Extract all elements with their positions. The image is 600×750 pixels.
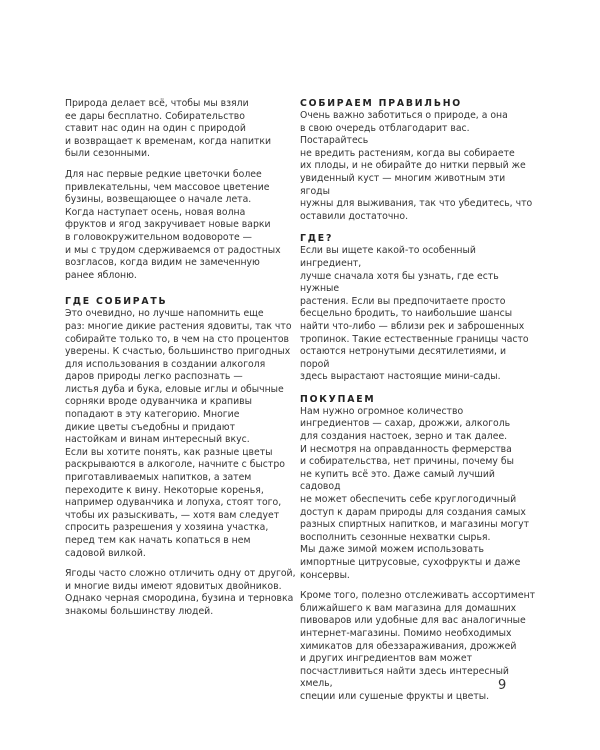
body-paragraph: Нам нужно огромное количество ингредиентов — сахар, дрожжи, алкоголь для создания настоек, зерно и так далее. И несмотря на оправданность фермерства и собирательства, нет причины, почему бы не купить всё это. Даже самый лучший садовод не может обеспечить себе круглогодичный доступ к дарам природы для создания самых разных спиртных напитков, и магазины могут восполнить сезонные нехватки сырья. Мы даже зимой можем использовать импортные цитрусовые, сухофрукты и даже консервы. — [300, 405, 529, 581]
page-number: 9 — [498, 678, 507, 693]
body-paragraph: Очень важно заботиться о природе, а она в свою очередь отблагодарит вас. Постарайтесь не вредить растениям, когда вы собираете их плоды, и не обирайте до нитки первый же увиденный куст — многим животным эти ягоды нужны для выживания, так что убедитесь, что оставили достаточно. — [300, 110, 533, 222]
body-paragraph: Кроме того, полезно отслеживать ассортимент ближайшего к вам магазина для домашних пивоваров или удобные для вас аналогичные интернет-магазины. Помимо необходимых химикатов для обеззараживания, дрожжей и других ингредиентов вам может посчастливиться найти здесь интересный хмель, специи или сушеные фрукты и цветы. — [300, 590, 536, 702]
body-paragraph: Это очевидно, но лучше напомнить еще раз: многие дикие растения ядовиты, так что собирайте только то, в чем на сто процентов уверены. К счастью, большинство пригодных для использования в создании алкоголя даров природы легко распознать — листья дуба и бука, еловые иглы и обычные сорняки вроде одуванчика и крапивы попадают в эту категорию. Многие дикие цветы съедобны и придают настойкам и винам интересный вкус. Если вы хотите понять, как разные цветы раскрываются в алкоголе, начните с быстро приготавливаемых напитков, а затем переходите к вину. Некоторые коренья, например одуванчика и лопуха, стоят того, чтобы их разыскивать, — хотя вам следует спросить разрешения у хозяина участка, перед тем как начать копаться в нем садовой вилкой. — [65, 308, 292, 559]
section-heading: ГДЕ? — [300, 233, 334, 245]
right-column — [300, 98, 536, 714]
body-paragraph: Ягоды часто сложно отличить одну от другой, и многие виды имеют ядовитых двойников. Однако черная смородина, бузина и терновка знакомы большинству людей. — [65, 568, 296, 617]
section-heading: СОБИРАЕМ ПРАВИЛЬНО — [300, 98, 462, 109]
section-heading: ГДЕ СОБИРАТЬ — [65, 296, 168, 308]
section-forage-properly — [300, 98, 536, 223]
intro-paragraph: Для нас первые редкие цветочки более привлекательны, чем массовое цветение бузины, возвещающее о начале лета. Когда наступает осень, новая волна фруктов и ягод закручивает новые варки в головокружительном водовороте — и мы с трудом сдерживаемся от радостных возгласов, когда видим не замеченную ранее яблоню. — [65, 168, 281, 281]
section-where-to-forage — [65, 296, 301, 618]
intro-paragraph: Природа делает всё, чтобы мы взяли ее дары бесплатно. Собирательство ставит нас один на один с природой и возвращает к временам, когда напитки были сезонными. — [65, 98, 272, 160]
section-heading: ПОКУПАЕМ — [300, 393, 376, 405]
section-buying — [300, 394, 536, 704]
section-where — [300, 233, 536, 384]
left-column — [65, 98, 301, 629]
body-paragraph: Если вы ищете какой-то особенный ингредиент, лучше сначала хотя бы узнать, где есть нужные растения. Если вы предпочитаете просто бесцельно бродить, то наибольшие шансы найти что-либо — вблизи рек и заброшенных тропинок. Такие естественные границы часто остаются нетронутыми десятилетиями, и порой здесь вырастают настоящие мини-сады. — [300, 245, 529, 383]
